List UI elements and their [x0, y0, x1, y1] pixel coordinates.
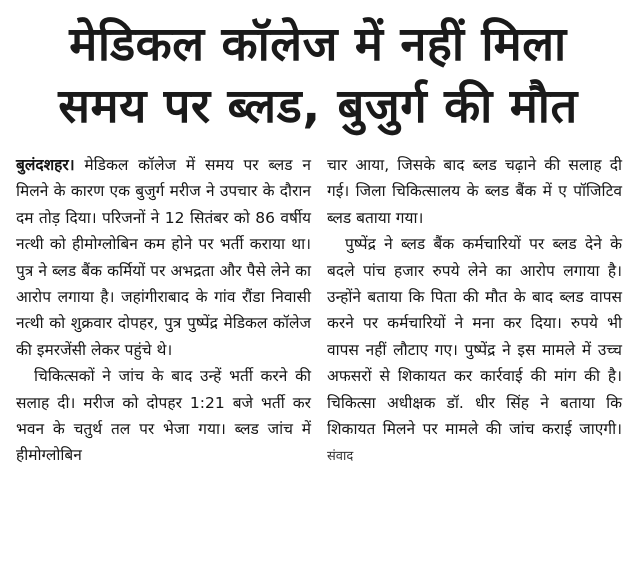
news-credit: संवाद [327, 449, 354, 465]
article-column-2 [327, 152, 622, 471]
paragraph-4 [327, 231, 622, 471]
headline-line-1: मेडिकल कॉलेज में नहीं मिला [69, 17, 567, 72]
paragraph-1-text: मेडिकल कॉलेज में समय पर ब्लड न मिलने के कारण एक बुजुर्ग मरीज ने उपचार के दौरान दम तोड़ दिया। परिजनों ने 12 सितंबर को 86 वर्षीय नत्थी को हीमोग्लोबिन कम होने पर भर्ती कराया था। पुत्र ने ब्लड बैंक कर्मियों पर अभद्रता और पैसे लेने का आरोप लगाया है। जहांगीराबाद के गांव रौंडा निवासी नत्थी को शुक्रवार दोपहर, पुत्र पुष्पेंद्र मेडिकल कॉलेज की इमरजेंसी लेकर पहुंचे थे। [16, 156, 311, 359]
paragraph-3: चार आया, जिसके बाद ब्लड चढ़ाने की सलाह दी गई। जिला चिकित्सालय के ब्लड बैंक में ए पॉजिटिव ब्लड बताया गया। [327, 156, 622, 227]
paragraph-4-text: पुष्पेंद्र ने ब्लड बैंक कर्मचारियों पर ब्लड देने के बदले पांच हजार रुपये लेने का आरोप लगाया है। उन्होंने बताया कि पिता की मौत के बाद ब्लड वापस करने पर कर्मचारियों ने मना कर दिया। रुपये भी वापस नहीं लौटाए गए। पुष्पेंद्र ने इस मामले में उच्च अफसरों से शिकायत कर कार्रवाई की मांग की है। चिकित्सा अधीक्षक डॉ. धीर सिंह ने बताया कि शिकायत मिलने पर मामले की जांच कराई जाएगी। [327, 235, 622, 439]
dateline: बुलंदशहर। [16, 156, 75, 174]
paragraph-2: चिकित्सकों ने जांच के बाद उन्हें भर्ती करने की सलाह दी। मरीज को दोपहर 1:21 बजे भर्ती कर भवन के चतुर्थ तल पर भेजा गया। ब्लड जांच में हीमोग्लोबिन [16, 367, 311, 465]
article-body [16, 152, 622, 471]
article-column-1 [16, 152, 311, 471]
headline-line-2: समय पर ब्लड, बुजुर्ग की मौत [58, 79, 578, 134]
headline [14, 14, 622, 138]
paragraph-1 [16, 152, 311, 363]
